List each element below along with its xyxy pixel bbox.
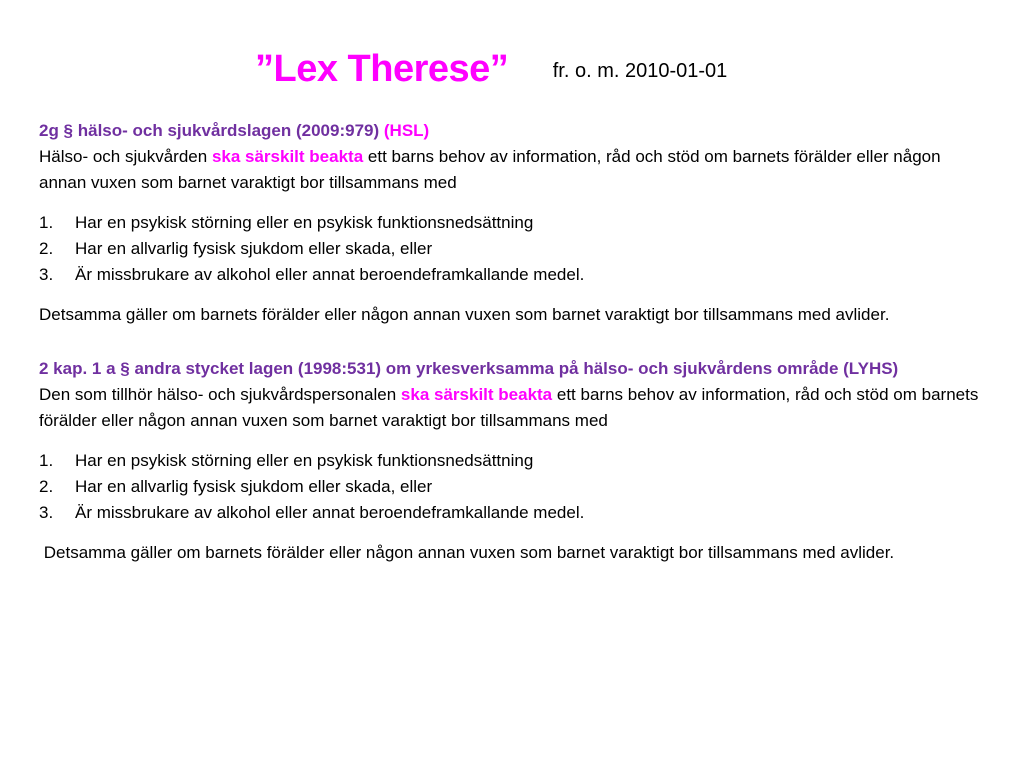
slide-content [39, 118, 984, 566]
list-item-text: Är missbrukare av alkohol eller annat beroendeframkallande medel. [75, 265, 585, 284]
section1-closing: Detsamma gäller om barnets förälder eller någon annan vuxen som barnet varaktigt bor tillsammans med avlider. [39, 305, 890, 324]
list-item-text: Har en allvarlig fysisk sjukdom eller skada, eller [75, 477, 433, 496]
section2-intro-before: Den som tillhör hälso- och sjukvårdspersonalen [39, 385, 397, 404]
effective-date: fr. o. m. 2010-01-01 [552, 60, 728, 82]
list-item-number: 3. [39, 265, 54, 284]
section2-intro-after: ett barns behov av information, råd och stöd om barnets förälder eller någon annan vuxen som barnet varaktigt bor tillsammans med [39, 385, 979, 430]
section2-heading: 2 kap. 1 a § andra stycket lagen (1998:531) om yrkesverksamma på hälso- och sjukvårdens område (LYHS) [39, 359, 899, 378]
title-row [255, 48, 727, 91]
section2-emphasis: ska särskilt beakta [400, 385, 553, 404]
list-item-number: 1. [39, 451, 54, 470]
section1-heading-text: 2g § hälso- och sjukvårdslagen (2009:979) [39, 121, 380, 140]
section1-intro [39, 144, 984, 196]
section1-emphasis: ska särskilt beakta [211, 147, 364, 166]
section1-list [39, 210, 984, 288]
list-item-number: 1. [39, 213, 54, 232]
section2-intro [39, 382, 984, 434]
section1-intro-before: Hälso- och sjukvården [39, 147, 208, 166]
section1-intro-after: ett barns behov av information, råd och stöd om barnets förälder eller någon annan vuxen som barnet varaktigt bor tillsammans med [39, 147, 941, 192]
list-item-number: 2. [39, 239, 54, 258]
section2-list [39, 448, 984, 526]
list-item-number: 2. [39, 477, 54, 496]
list-item-text: Har en allvarlig fysisk sjukdom eller skada, eller [75, 239, 433, 258]
list-item [39, 236, 984, 262]
list-item-text: Har en psykisk störning eller en psykisk funktionsnedsättning [75, 213, 534, 232]
list-item [39, 262, 984, 288]
section2-closing: Detsamma gäller om barnets förälder eller någon annan vuxen som barnet varaktigt bor tillsammans med avlider. [39, 543, 895, 562]
slide-title: ”Lex Therese” [255, 48, 509, 90]
list-item-text: Är missbrukare av alkohol eller annat beroendeframkallande medel. [75, 503, 585, 522]
list-item [39, 500, 984, 526]
list-item [39, 474, 984, 500]
section1-heading-abbr: (HSL) [383, 121, 430, 140]
list-item [39, 210, 984, 236]
list-item-text: Har en psykisk störning eller en psykisk funktionsnedsättning [75, 451, 534, 470]
section1-heading [39, 118, 984, 144]
list-item [39, 448, 984, 474]
list-item-number: 3. [39, 503, 54, 522]
